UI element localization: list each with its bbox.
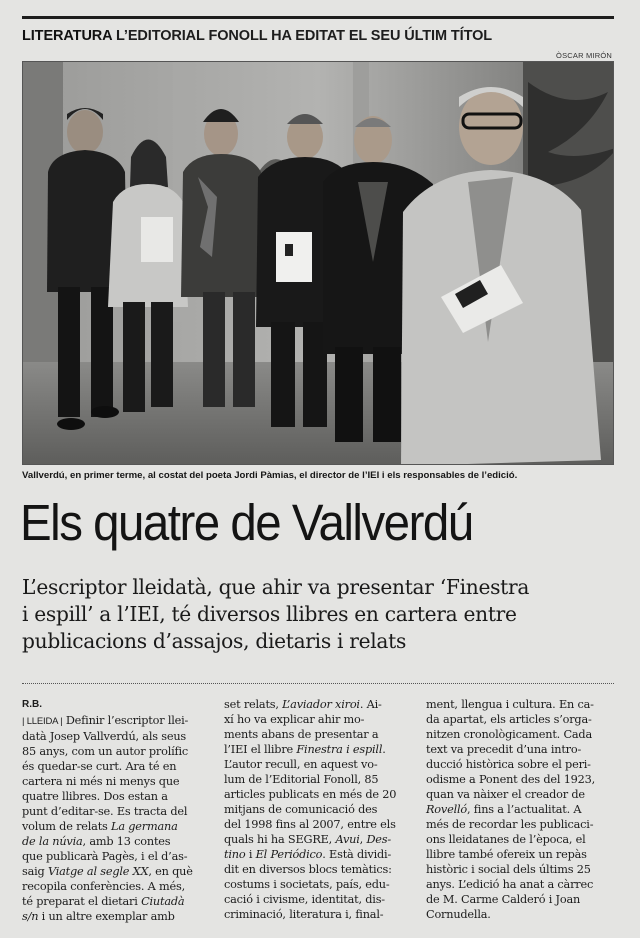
- column-line: és quedar-se curt. Ara té en: [22, 760, 177, 773]
- column-line: tino i El Periódico. Està dividi-: [224, 848, 392, 861]
- article-column-3: [426, 697, 618, 922]
- column-line: | LLEIDA | Definir l’escriptor llei-: [22, 714, 189, 727]
- column-line: cació i civisme, identitat, dis-: [224, 893, 385, 906]
- column-line: text va precedit d’una intro-: [426, 743, 582, 756]
- subhead-line: L’escriptor lleidatà, que ahir va presentar ‘Finestra: [22, 575, 530, 599]
- book-title: La germana: [111, 820, 178, 833]
- column-line: set relats, L’aviador xiroi. Ai-: [224, 698, 382, 711]
- column-line: ment, llengua i cultura. En ca-: [426, 698, 594, 711]
- column-line: de la núvia, amb 13 contes: [22, 835, 171, 848]
- book-title: Viatge al segle XX: [47, 865, 149, 878]
- headline: Els quatre de Vallverdú: [20, 494, 473, 551]
- column-line: saig Viatge al segle XX, en què: [22, 865, 193, 878]
- column-line: més de recordar les publicaci-: [426, 818, 594, 831]
- column-line: quan va nàixer el creador de: [426, 788, 585, 801]
- column-line: da apartat, els articles s’orga-: [426, 713, 592, 726]
- column-line: Rovelló, fins a l’actualitat. A: [426, 803, 582, 816]
- column-line: costums i societats, país, edu-: [224, 878, 390, 891]
- column-line: cartera ni més ni menys que: [22, 775, 180, 788]
- top-rule: [22, 16, 614, 19]
- column-line: odisme a Ponent des del 1923,: [426, 773, 596, 786]
- kicker: L’EDITORIAL FONOLL HA EDITAT EL SEU ÚLTIM TÍTOL: [115, 28, 493, 44]
- subhead-line: publicacions d’assajos, dietaris i relats: [22, 629, 407, 653]
- column-line: quatre llibres. Dos estan a: [22, 790, 168, 803]
- book-title: de la núvia: [22, 835, 83, 848]
- column-line: lum de l’Editorial Fonoll, 85: [224, 773, 379, 786]
- column-line: volum de relats La germana: [22, 820, 178, 833]
- group-photo-illustration: [23, 62, 614, 465]
- column-line: 85 anys, com un autor prolífic: [22, 745, 189, 758]
- dateline: | LLEIDA |: [22, 716, 63, 727]
- column-line: que publicarà Pagès, i el d’as-: [22, 850, 188, 863]
- column-line: ducció històrica sobre el peri-: [426, 758, 591, 771]
- column-line: mitjans de comunicació des: [224, 803, 378, 816]
- column-line: L’autor recull, en aquest vo-: [224, 758, 378, 771]
- column-line: Cornudella.: [426, 908, 491, 921]
- column-line: criminació, literatura i, final-: [224, 908, 384, 921]
- column-line: xí ho va explicar ahir mo-: [224, 713, 365, 726]
- column-line: dit en diversos blocs temàtics:: [224, 863, 392, 876]
- divider: [22, 683, 614, 684]
- byline: R.B.: [22, 699, 42, 710]
- column-line: històric i social dels últims 25: [426, 863, 591, 876]
- column-line: de M. Carme Calderó i Joan: [426, 893, 581, 906]
- subhead-line: i espill’ a l’IEI, té diversos llibres en cartera entre: [22, 602, 517, 626]
- section-header: [22, 28, 492, 44]
- section-label: LITERATURA: [22, 28, 113, 44]
- column-line: ons lleidatanes de l’època, el: [426, 833, 586, 846]
- column-line: punt d’editar-se. Es tracta del: [22, 805, 188, 818]
- column-line: nitzen cronològicament. Cada: [426, 728, 592, 741]
- book-title: s/n: [22, 910, 39, 923]
- book-title: Ciutadà: [141, 895, 185, 908]
- column-line: l’IEI el llibre Finestra i espill.: [224, 743, 386, 756]
- article-photo: [22, 61, 614, 465]
- photo-caption: Vallverdú, en primer terme, al costat del poeta Jordi Pàmias, el director de l’IEI i els responsables de l’edició.: [22, 470, 518, 481]
- column-line: té preparat el dietari Ciutadà: [22, 895, 185, 908]
- photo-credit: ÒSCAR MIRÓN: [556, 51, 612, 60]
- article-column-1: [22, 697, 214, 924]
- article-column-2: [224, 697, 416, 922]
- column-line: ments abans de presentar a: [224, 728, 379, 741]
- column-line: articles publicats en més de 20: [224, 788, 397, 801]
- column-line: del 1998 fins al 2007, entre els: [224, 818, 396, 831]
- column-line: datà Josep Vallverdú, als seus: [22, 730, 186, 743]
- column-line: recopila conferències. A més,: [22, 880, 185, 893]
- column-line: anys. L’edició ha anat a càrrec: [426, 878, 594, 891]
- column-line: quals hi ha SEGRE, Avui, Des-: [224, 833, 392, 846]
- column-line: llibre també ofereix un repàs: [426, 848, 587, 861]
- subheadline: [22, 574, 622, 655]
- column-line: s/n i un altre exemplar amb: [22, 910, 175, 923]
